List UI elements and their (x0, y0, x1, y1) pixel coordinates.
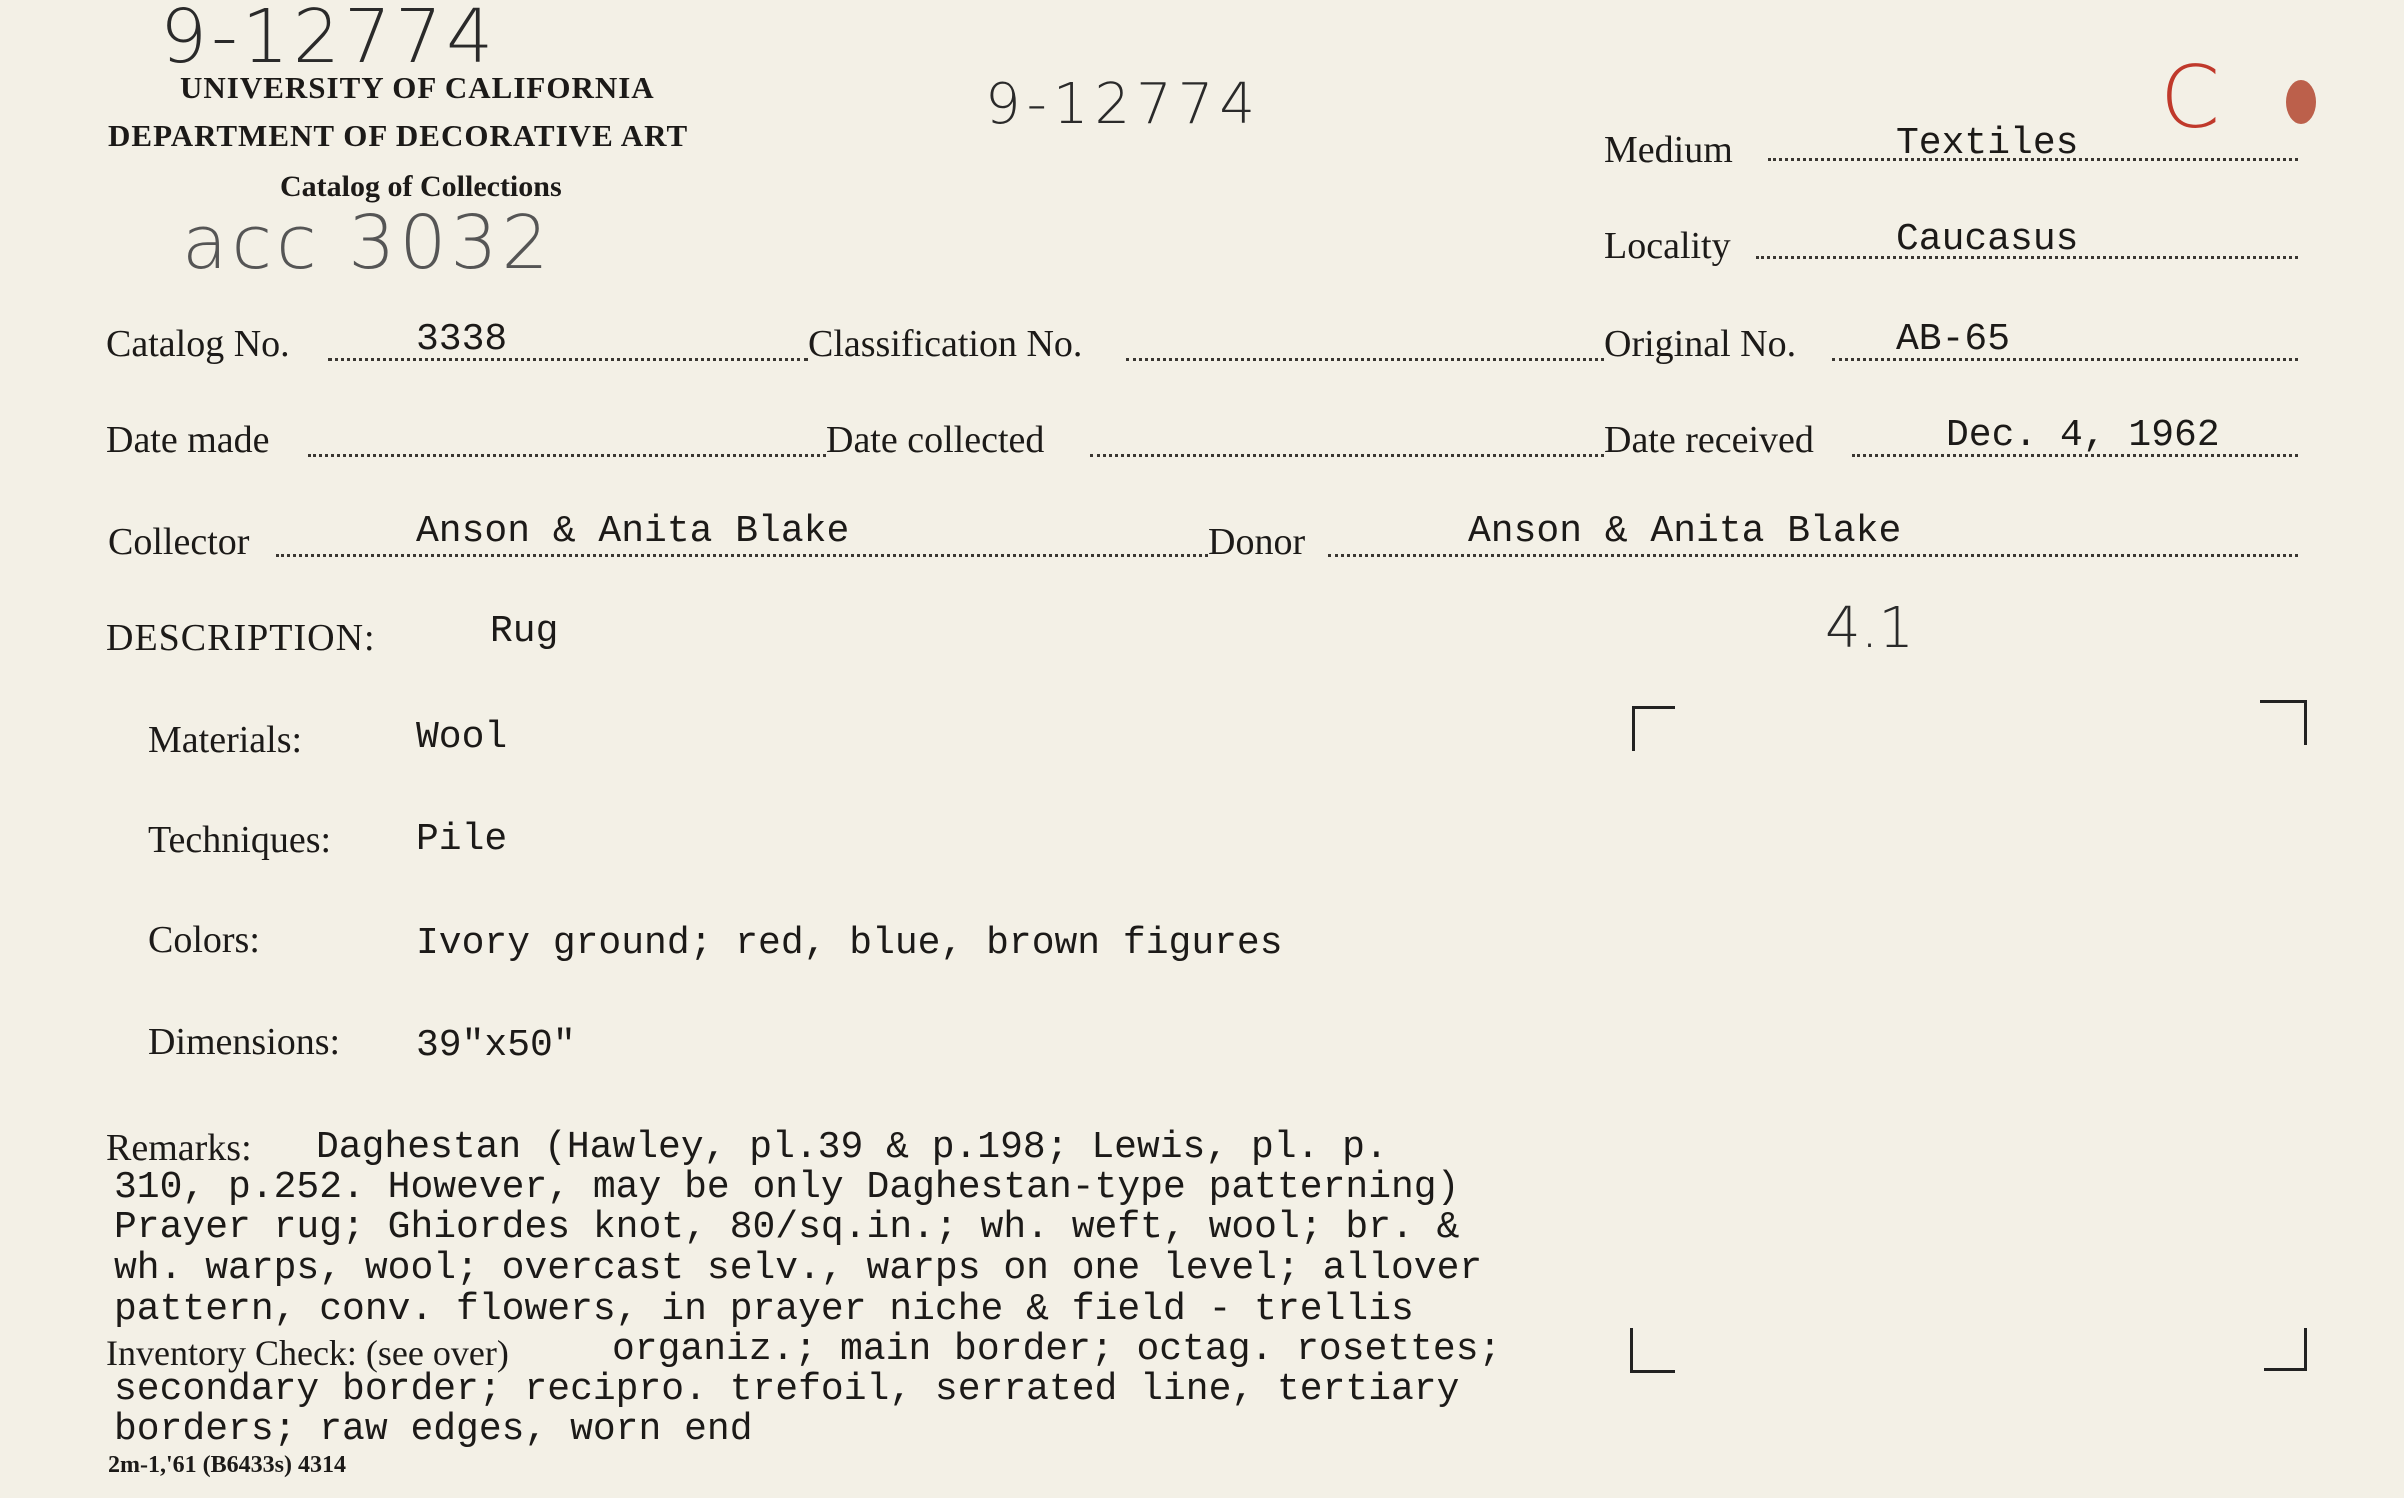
remarks-line-4: wh. warps, wool; overcast selv., warps on one level; allover (114, 1247, 1483, 1290)
materials-value: Wool (416, 716, 508, 759)
remarks-label: Remarks: (106, 1127, 252, 1169)
photo-corner-bottom-right (2264, 1328, 2307, 1371)
handwritten-acc-number: acc 3032 (182, 200, 553, 286)
techniques-value: Pile (416, 818, 508, 861)
photo-corner-bottom-left (1630, 1328, 1675, 1373)
university-heading: UNIVERSITY OF CALIFORNIA (180, 70, 655, 105)
collector-value: Anson & Anita Blake (416, 510, 850, 553)
description-label: DESCRIPTION: (106, 617, 376, 659)
original-no-value: AB-65 (1896, 318, 2011, 361)
remarks-line-5: pattern, conv. flowers, in prayer niche & field - trellis (114, 1288, 1414, 1331)
classification-no-label: Classification No. (808, 323, 1083, 365)
date-received-label: Date received (1604, 419, 1814, 461)
remarks-line-8: borders; raw edges, worn end (114, 1408, 753, 1451)
remarks-line-1: Daghestan (Hawley, pl.39 & p.198; Lewis, pl. p. (316, 1126, 1388, 1169)
techniques-label: Techniques: (148, 819, 332, 861)
department-heading: DEPARTMENT OF DECORATIVE ART (108, 118, 689, 153)
catalog-no-value: 3338 (416, 318, 508, 361)
date-collected-label: Date collected (826, 419, 1045, 461)
remarks-line-7: secondary border; recipro. trefoil, serrated line, tertiary (114, 1368, 1460, 1411)
inventory-check-label: Inventory Check: (see over) (106, 1333, 509, 1373)
locality-label: Locality (1604, 225, 1731, 267)
medium-label: Medium (1604, 129, 1733, 171)
red-ink-stain (2286, 80, 2316, 124)
medium-value: Textiles (1896, 122, 2079, 165)
materials-label: Materials: (148, 719, 303, 761)
date-received-value: Dec. 4, 1962 (1946, 414, 2220, 457)
catalog-no-label: Catalog No. (106, 323, 290, 365)
dimensions-value: 39"x50" (416, 1024, 576, 1067)
dimensions-label: Dimensions: (148, 1021, 341, 1063)
remarks-line-6: organiz.; main border; octag. rosettes; (612, 1328, 1502, 1371)
original-no-label: Original No. (1604, 323, 1797, 365)
handwritten-center-number: 9-12774 (985, 72, 1261, 137)
collector-label: Collector (108, 521, 250, 563)
remarks-line-3: Prayer rug; Ghiordes knot, 80/sq.in.; wh. weft, wool; br. & (114, 1206, 1460, 1249)
photo-corner-top-right (2260, 700, 2307, 745)
remarks-line-2: 310, p.252. However, may be only Daghestan-type patterning) (114, 1166, 1460, 1209)
colors-value: Ivory ground; red, blue, brown figures (416, 922, 1283, 965)
classification-no-line (1126, 358, 1604, 361)
handwritten-side-number: 4.1 (1825, 596, 1915, 661)
handwritten-letter-mark: C (2160, 48, 2221, 148)
print-code: 2m-1,'61 (B6433s) 4314 (108, 1452, 346, 1478)
date-collected-line (1090, 454, 1604, 457)
locality-value: Caucasus (1896, 218, 2079, 261)
catalog-subtitle: Catalog of Collections (280, 170, 562, 203)
handwritten-top-number: 9-12774 (160, 0, 498, 80)
donor-line (1328, 554, 2298, 557)
photo-corner-top-left (1632, 706, 1675, 751)
date-made-line (308, 454, 826, 457)
donor-label: Donor (1208, 521, 1306, 563)
collector-line (276, 554, 1208, 557)
catalog-no-line (328, 358, 808, 361)
donor-value: Anson & Anita Blake (1468, 510, 1902, 553)
date-made-label: Date made (106, 419, 270, 461)
colors-label: Colors: (148, 919, 260, 961)
description-value: Rug (490, 610, 559, 653)
